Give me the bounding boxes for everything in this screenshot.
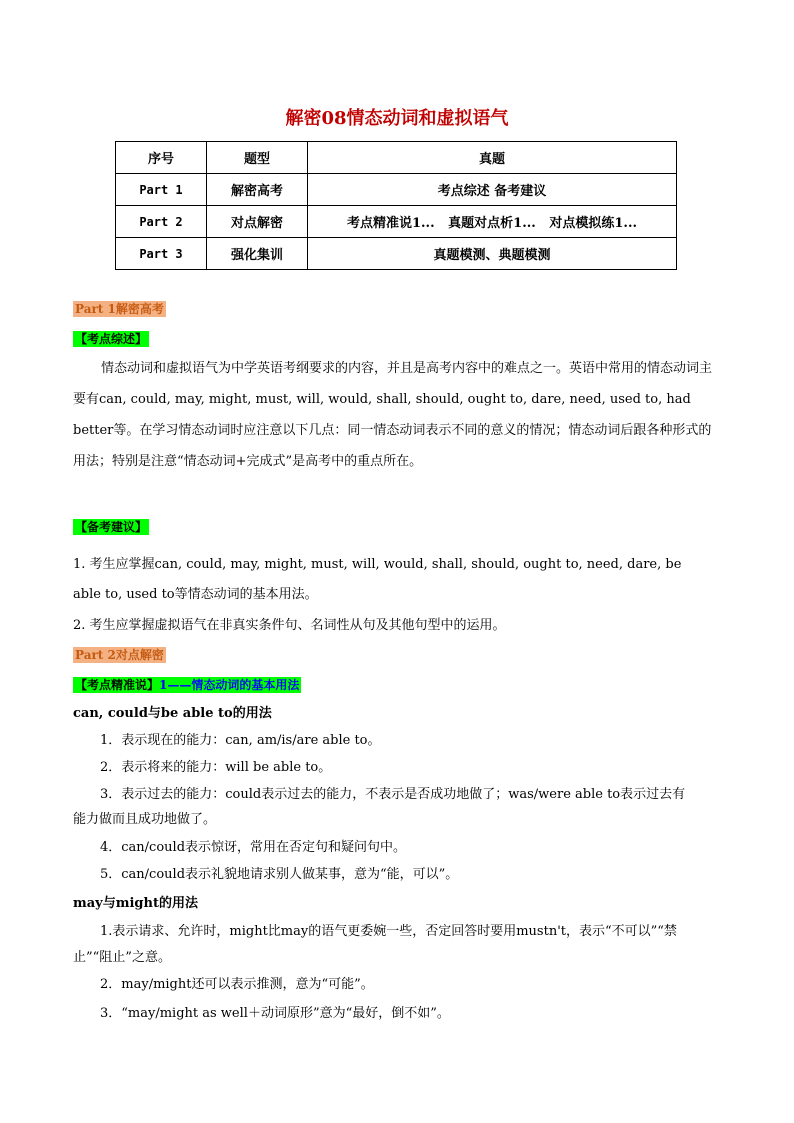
document-title: 解密08情态动词和虚拟语气 (285, 108, 509, 129)
row-type: 对点解密 (207, 206, 308, 238)
can-item-2: 2．表示将来的能力：will be able to。 (100, 760, 332, 775)
row-content: 考点精准说1... 真题对点析1... 对点模拟练1... (308, 206, 677, 238)
table-row (116, 206, 677, 238)
part1-heading: Part 1解密高考 (75, 302, 164, 316)
summary-heading: 【考点综述】 (75, 332, 148, 346)
table-row (116, 174, 677, 206)
row-num: Part 2 (116, 206, 207, 238)
column-header-type: 题型 (207, 142, 308, 174)
can-item-5: 5．can/could表示礼貌地请求别人做某事，意为“能，可以”。 (100, 867, 459, 882)
column-header-num: 序号 (116, 142, 207, 174)
may-might-heading: may与might的用法 (73, 896, 198, 911)
may-item-2: 2．may/might还可以表示推测，意为“可能”。 (100, 977, 374, 992)
part2-heading: Part 2对点解密 (75, 648, 164, 662)
row-type: 强化集训 (207, 238, 308, 270)
row-content: 真题模测、典题模测 (308, 238, 677, 270)
may-item-1-cont: 止”“阻止”之意。 (73, 950, 171, 965)
can-could-heading: can, could与be able to的用法 (73, 706, 272, 721)
table-header-row (116, 142, 677, 174)
row-num: Part 3 (116, 238, 207, 270)
can-item-3-cont: 能力做而且成功地做了。 (73, 812, 217, 827)
table-row (116, 238, 677, 270)
may-item-1: 1.表示请求、允许时，might比may的语气更委婉一些，否定回答时要用mustn't，表示“不可以”“禁 (100, 924, 677, 939)
row-content: 考点综述 备考建议 (308, 174, 677, 206)
advice-item-2: 2. 考生应掌握虚拟语气在非真实条件句、名词性从句及其他句型中的运用。 (73, 618, 506, 633)
can-item-4: 4．can/could表示惊讶，常用在否定句和疑问句中。 (100, 840, 407, 855)
row-type: 解密高考 (207, 174, 308, 206)
can-item-1: 1．表示现在的能力：can, am/is/are able to。 (100, 733, 381, 748)
toc-table (115, 141, 677, 270)
row-num: Part 1 (116, 174, 207, 206)
advice-item-1-cont: able to, used to等情态动词的基本用法。 (73, 587, 318, 602)
advice-item-1: 1. 考生应掌握can, could, may, might, must, will, would, shall, should, ought to, need, dare, be (73, 557, 682, 572)
column-header-content: 真题 (308, 142, 677, 174)
may-item-3: 3．“may/might as well＋动词原形”意为“最好，倒不如”。 (100, 1006, 450, 1021)
summary-paragraph: 情态动词和虚拟语气为中学英语考纲要求的内容，并且是高考内容中的难点之一。英语中常用的情态动词主要有can, could, may, might, must, will, would, shall, should, ought to, dare, need, used to, had better等。在学习情态动词时应注意以下几点：同一情态动词表示不同的意义的情况；情态动词后跟各种形式的用法；特别是注意“情态动词+完成式”是高考中的重点所在。 (73, 361, 713, 469)
advice-heading: 【备考建议】 (75, 520, 148, 534)
can-item-3: 3．表示过去的能力：could表示过去的能力，不表示是否成功地做了；was/were able to表示过去有 (100, 787, 686, 802)
precise-heading: 【考点精准说】1——情态动词的基本用法 (75, 678, 300, 692)
